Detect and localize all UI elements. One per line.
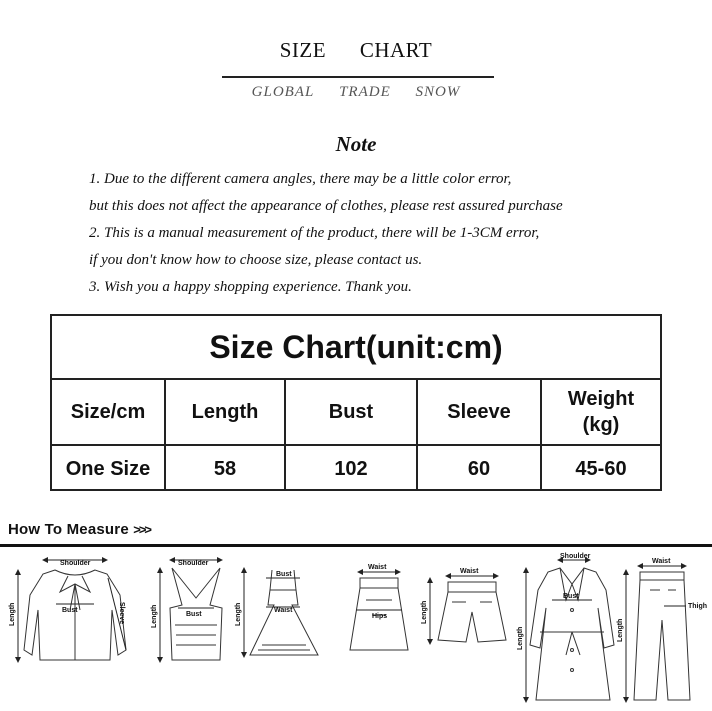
label-sleeve-1: Sleeve (118, 602, 125, 625)
table-title: Size Chart(unit:cm) (52, 316, 660, 380)
label-length-3: Length (235, 602, 242, 626)
pants-figure (626, 566, 690, 700)
label-shoulder-1: Shoulder (60, 560, 91, 567)
cell-sleeve: 60 (467, 457, 491, 480)
label-bust-1: Bust (62, 607, 78, 614)
note-line-3: 2. This is a manual measurement of the product, there will be 1-3CM error, (89, 225, 540, 241)
garment-measurement-diagrams (0, 550, 712, 711)
cell-length: 58 (213, 457, 237, 480)
cell-weight: 45-60 (575, 457, 627, 480)
header-sleeve: Sleeve (447, 401, 511, 423)
how-to-measure-heading (8, 521, 150, 538)
note-line-4: if you don't know how to choose size, please contact us. (89, 252, 423, 268)
skirt-figure (350, 572, 408, 650)
trench-coat-figure (526, 560, 614, 700)
label-length-5: Length (421, 600, 428, 624)
title-word-size: SIZE (279, 38, 327, 62)
title-word-chart: CHART (359, 38, 433, 62)
cell-bust: 102 (334, 457, 368, 480)
label-waist-4: Waist (368, 564, 387, 571)
header-bust: Bust (328, 401, 374, 423)
measure-divider (0, 544, 712, 547)
label-bust-3: Bust (276, 571, 292, 578)
note-heading: Note (335, 132, 377, 156)
label-shoulder-6: Shoulder (560, 553, 591, 560)
label-hips-4: Hips (372, 613, 388, 620)
label-waist-3: Waist (274, 607, 293, 614)
label-shoulder-2: Shoulder (178, 560, 209, 567)
note-line-1: 1. Due to the different camera angles, there may be a little color error, (89, 171, 512, 187)
subtitle-word-global: GLOBAL (251, 84, 315, 100)
label-thigh-7: Thigh (688, 603, 708, 610)
size-chart-table (50, 314, 662, 491)
how-to-measure-text: How To Measure (8, 521, 129, 538)
label-length-2: Length (151, 604, 158, 628)
label-length-1: Length (9, 602, 16, 626)
subtitle-word-trade: TRADE (339, 84, 391, 100)
label-waist-7: Waist (652, 558, 671, 565)
label-waist-5: Waist (460, 568, 479, 575)
cami-top-figure (160, 560, 222, 660)
title-divider (222, 76, 494, 78)
header-length: Length (191, 401, 259, 423)
label-bust-2: Bust (186, 611, 202, 618)
note-line-5: 3. Wish you a happy shopping experience. Thank you. (89, 279, 412, 295)
label-length-7: Length (617, 618, 624, 642)
shorts-figure (430, 576, 506, 642)
triple-arrow-icon: >>> (133, 522, 151, 537)
size-chart-title (0, 38, 712, 63)
label-bust-6: Bust (563, 593, 579, 600)
subtitle-word-snow: SNOW (415, 84, 461, 100)
brand-subtitle (0, 84, 712, 101)
cell-size: One Size (65, 457, 151, 480)
header-size: Size/cm (70, 401, 146, 423)
note-line-2: but this does not affect the appearance of clothes, please rest assured purchase (89, 198, 563, 214)
label-length-6: Length (517, 626, 524, 650)
header-weight: Weight (kg) (567, 388, 635, 436)
